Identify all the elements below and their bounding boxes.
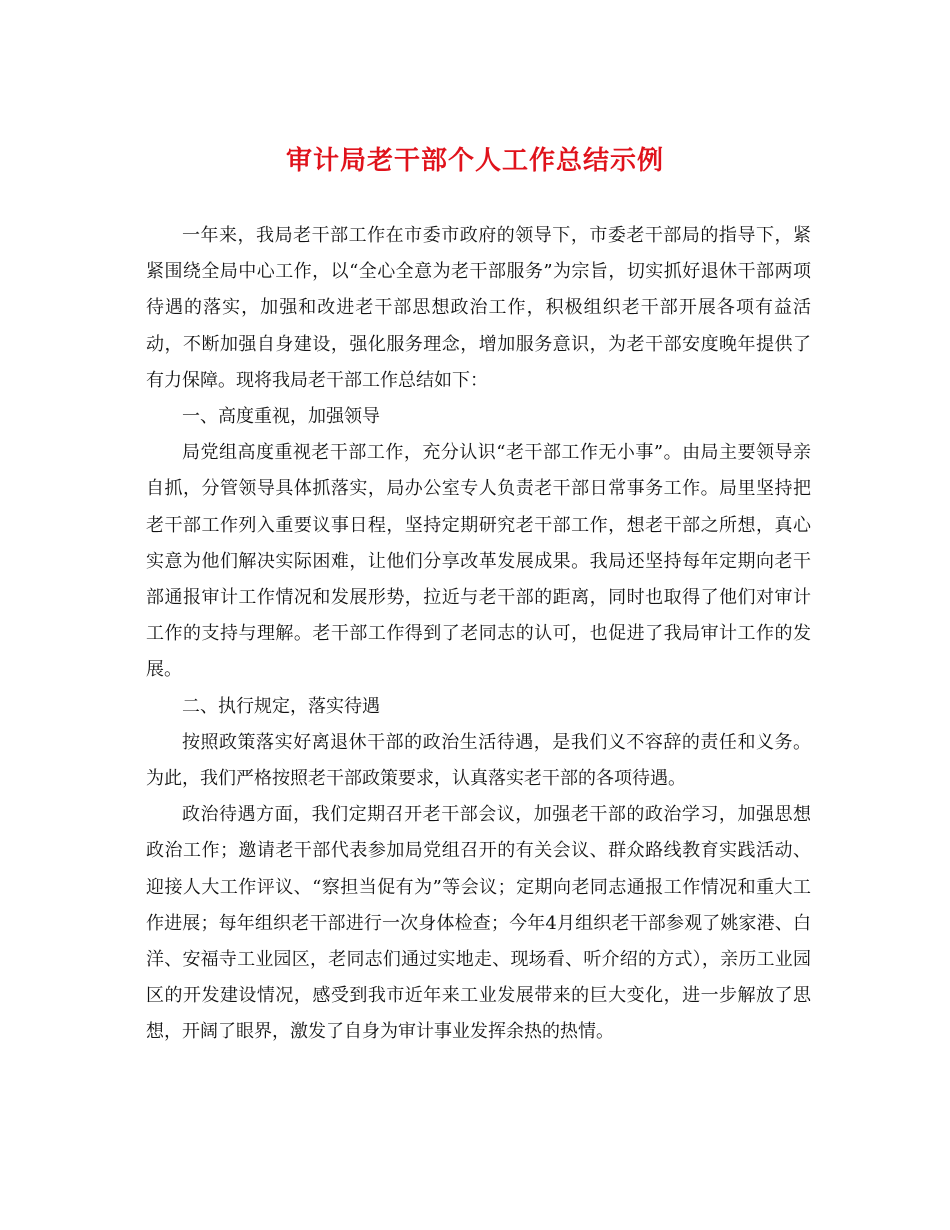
document-body xyxy=(146,218,811,1051)
paragraph-policy: 按照政策落实好离退休干部的政治生活待遇，是我们义不容辞的责任和义务。为此，我们严格按照老干部政策要求，认真落实老干部的各项待遇。 xyxy=(146,731,811,790)
section-heading-2: 二、执行规定，落实待遇 xyxy=(182,695,380,717)
paragraph-leadership: 局党组高度重视老干部工作，充分认识“老干部工作无小事”。由局主要领导亲自抓，分管领导具体抓落实，局办公室专人负责老干部日常事务工作。局里坚持把老干部工作列入重要议事日程，坚持定期研究老干部工作，想老干部之所想，真心实意为他们解决实际困难，让他们分享改革发展成果。我局还坚持每年定期向老干部通报审计工作情况和发展形势，拉近与老干部的距离，同时也取得了他们对审计工作的支持与理解。老干部工作得到了老同志的认可，也促进了我局审计工作的发展。 xyxy=(146,442,811,681)
paragraph-political-treatment: 政治待遇方面，我们定期召开老干部会议，加强老干部的政治学习，加强思想政治工作；邀请老干部代表参加局党组召开的有关会议、群众路线教育实践活动、迎接人大工作评议、“察担当促有为”等会议；定期向老同志通报工作情况和重大工作进展；每年组织老干部进行一次身体检查；今年4月组织老干部参观了姚家港、白洋、安福寺工业园区，老同志们通过实地走、现场看、听介绍的方式），亲历工业园区的开发建设情况，感受到我市近年来工业发展带来的巨大变化，进一步解放了思想，开阔了眼界，激发了自身为审计事业发挥余热的热情。 xyxy=(146,804,811,1043)
paragraph-intro: 一年来，我局老干部工作在市委市政府的领导下，市委老干部局的指导下，紧紧围绕全局中心工作，以“全心全意为老干部服务”为宗旨，切实抓好退休干部两项待遇的落实，加强和改进老干部思想政治工作，积极组织老干部开展各项有益活动，不断加强自身建设，强化服务理念，增加服务意识，为老干部安度晚年提供了有力保障。现将我局老干部工作总结如下： xyxy=(146,225,811,391)
document-title: 审计局老干部个人工作总结示例 xyxy=(285,146,664,176)
section-heading-1: 一、高度重视，加强领导 xyxy=(182,406,380,428)
